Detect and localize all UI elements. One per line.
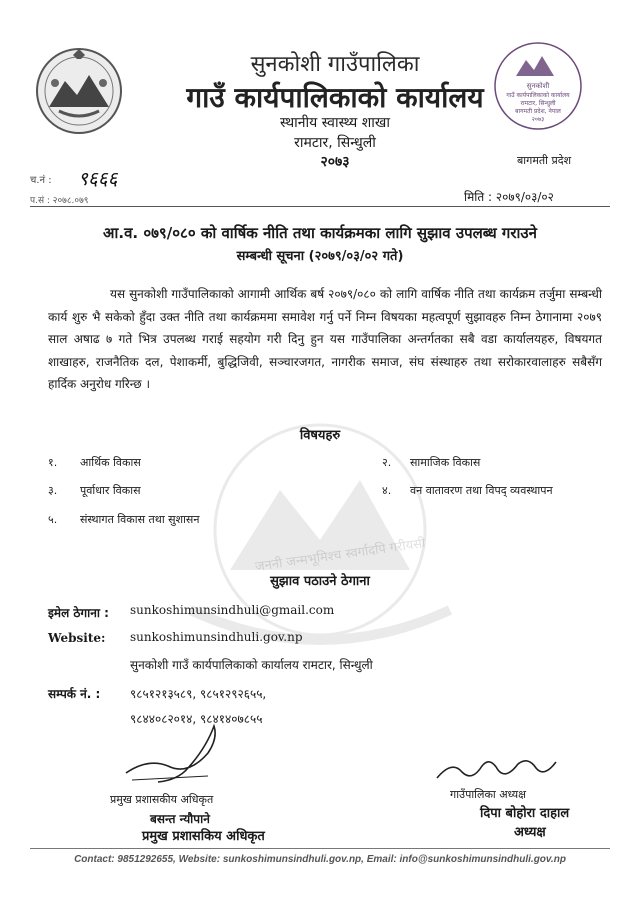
subject-line-2: सम्बन्धी सूचना (२०७९/०३/०२ गते): [236, 249, 404, 264]
seal-line-4: बागमती प्रदेश, नेपाल: [515, 108, 561, 115]
topic-label: आर्थिक विकास: [80, 456, 141, 469]
website-value[interactable]: sunkoshimunsindhuli.gov.np: [130, 630, 303, 644]
signature-right-label: गाउँपालिका अध्यक्ष: [450, 788, 527, 801]
seal-line-3: रामटार, सिन्धुली: [520, 100, 556, 107]
signature-right-name: दिपा बोहोरा दाहाल: [480, 806, 570, 821]
topic-number: २.: [382, 456, 392, 469]
footer-divider: [30, 848, 610, 849]
phone-label: सम्पर्क नं. :: [48, 687, 101, 701]
ref-number-label: च.नं :: [30, 175, 52, 186]
topic-label: पूर्वाधार विकास: [80, 484, 141, 497]
signature-left-image: [118, 718, 238, 788]
signature-left-name: बसन्त न्यौपाने: [150, 812, 210, 826]
topic-number: १.: [48, 456, 58, 469]
municipality-name: सुनकोशी गाउँपालिका: [250, 52, 420, 77]
topic-label: वन वातावरण तथा विपद् व्यवस्थापन: [410, 484, 553, 497]
letter-date: मिति : २०७९/०३/०२: [464, 190, 554, 204]
signature-right-image: [432, 752, 562, 784]
topic-label: संस्थागत विकास तथा सुशासन: [80, 513, 200, 526]
email-label: इमेल ठेगाना :: [48, 606, 109, 620]
topic-number: ४.: [382, 484, 392, 497]
office-address: रामटार, सिन्धुली: [294, 135, 376, 151]
phone-line-2: ९८४४०८२०१४, ९८४१४०७८५५: [130, 712, 263, 726]
send-to-heading: सुझाव पठाउने ठेगाना: [270, 574, 370, 589]
seal-line-2: गाउँ कार्यपालिकाको कार्यालय: [506, 92, 570, 99]
office-full-address: सुनकोशी गाउँ कार्यपालिकाको कार्यालय रामटार, सिन्धुली: [130, 658, 373, 672]
email-value[interactable]: sunkoshimunsindhuli@gmail.com: [130, 603, 335, 617]
topic-number: ५.: [48, 513, 58, 526]
watermark-motto: जननी जन्मभूमिश्च स्वर्गादपि गरीयसी: [254, 536, 427, 575]
subject-line-1: आ.व. ०७९/०८० को वार्षिक नीति तथा कार्यक्रमका लागि सुझाव उपलब्ध गराउने: [103, 224, 537, 242]
nepal-emblem-icon: [33, 45, 125, 137]
signature-left-title: प्रमुख प्रशासकिय अधिकृत: [142, 829, 265, 844]
ref-number-value: ९६६६: [78, 168, 118, 190]
seal-line-5: २०७३: [531, 116, 545, 123]
province-label: बागमती प्रदेश: [517, 154, 572, 167]
phone-line-1: ९८५१२१३५८९, ९८५१२९२६५५,: [130, 687, 267, 701]
letter-number: प.सं : २०७८.०७९: [30, 196, 89, 206]
seal-line-1: सुनकोशी: [526, 82, 550, 90]
topic-number: ३.: [48, 484, 58, 497]
branch-name: स्थानीय स्वास्थ्य शाखा: [280, 115, 390, 131]
official-seal-stamp: [492, 40, 584, 132]
website-label: Website:: [48, 631, 106, 645]
office-name: गाउँ कार्यपालिकाको कार्यालय: [186, 81, 484, 114]
header-divider: [30, 206, 610, 207]
footer-contact: Contact: 9851292655, Website: sunkoshimunsindhuli.gov.np, Email: info@sunkoshimunsindhuli.gov.np: [74, 854, 566, 865]
established-year: २०७३: [320, 154, 350, 170]
body-paragraph: यस सुनकोशी गाउँपालिकाको आगामी आर्थिक बर्ष २०७९/०८० को लागि वार्षिक नीति तथा कार्यक्रम तर्जुमा सम्बन्धी कार्य शुरु भै सकेको हुँदा उक्त नीति तथा कार्यक्रममा समावेश गर्नु पर्ने निम्न विषयका महत्वपूर्ण सुझावहरु निम्न ठेगानामा २०७९ साल अषाढ ७ गते भित्र उपलब्ध गराई सहयोग गरी दिनु हुन यस गाउँपालिका अन्तर्गतका सबै वडा कार्यालयहरु, विषयगत शाखाहरु, राजनैतिक दल, पेशाकर्मी, बुद्धिजिवी, सञ्चारजगत, नागरीक समाज, संघ संस्थाहरु तथा सरोकारवालाहरु सबैसँग हार्दिक अनुरोध गरिन्छ ।: [48, 287, 602, 391]
topics-heading: विषयहरु: [299, 428, 341, 443]
signature-left-label: प्रमुख प्रशासकीय अधिकृत: [110, 793, 214, 806]
topic-label: सामाजिक विकास: [410, 456, 481, 469]
signature-right-title: अध्यक्ष: [514, 825, 546, 840]
